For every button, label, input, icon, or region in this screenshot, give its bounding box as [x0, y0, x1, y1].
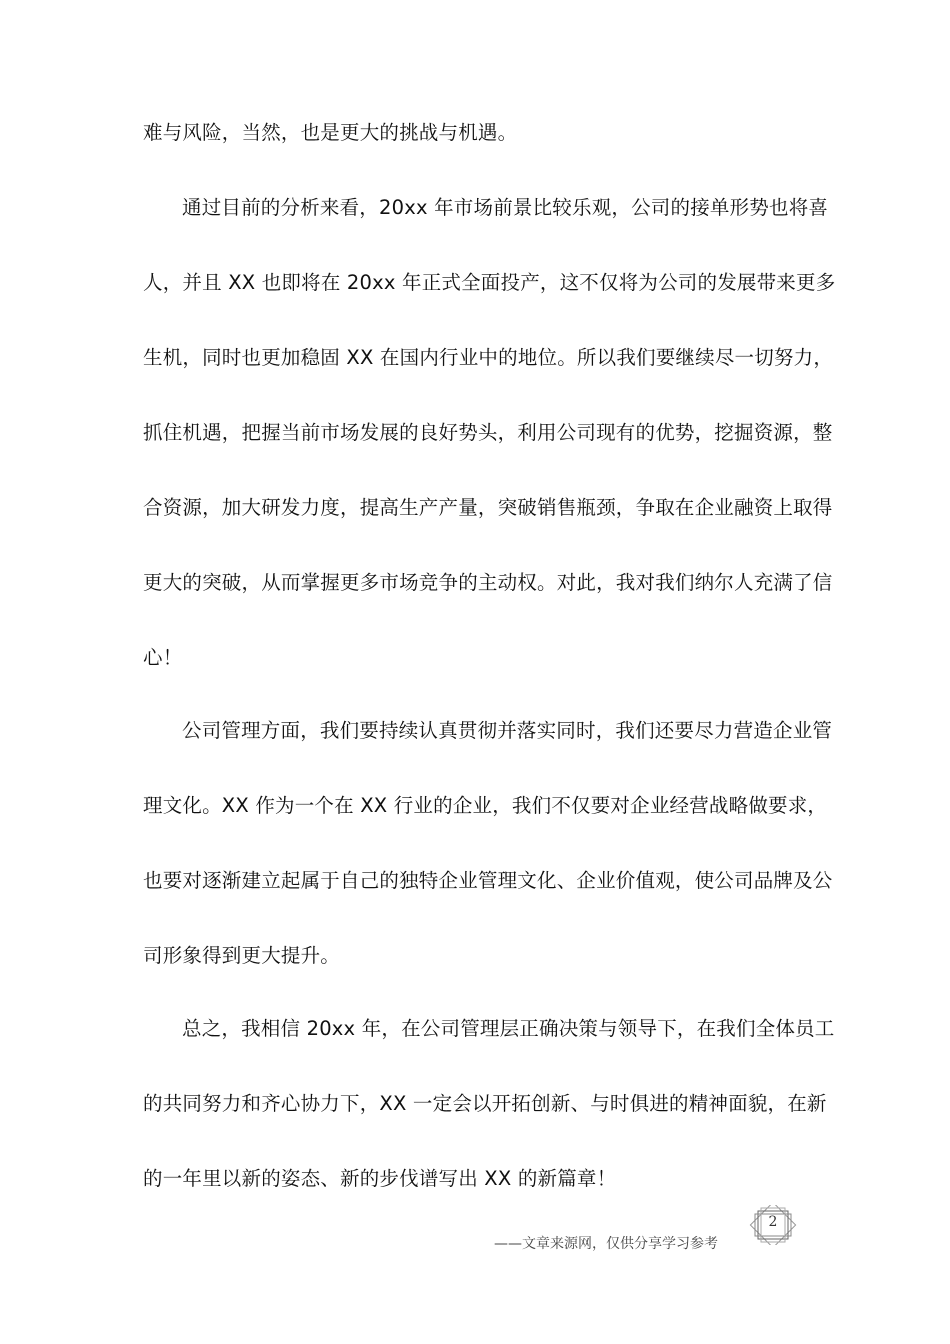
paragraph-line: 人，并且 XX 也即将在 20xx 年正式全面投产，这不仅将为公司的发展带来更多 [143, 271, 836, 294]
paragraph-line: 总之，我相信 20xx 年，在公司管理层正确决策与领导下，在我们全体员工 [182, 1017, 835, 1040]
source-note: ——文章来源网，仅供分享学习参考 [494, 1236, 718, 1252]
paragraph-line: 也要对逐渐建立起属于自己的独特企业管理文化、企业价值观，使公司品牌及公 [143, 869, 833, 892]
paragraph-line: 更大的突破，从而掌握更多市场竞争的主动权。对此，我对我们纳尔人充满了信 [143, 571, 833, 594]
page-number: 2 [768, 1214, 778, 1230]
paragraph-line: 理文化。XX 作为一个在 XX 行业的企业，我们不仅要对企业经营战略做要求， [143, 794, 828, 817]
paragraph-line: 抓住机遇，把握当前市场发展的良好势头，利用公司现有的优势，挖掘资源，整 [143, 421, 833, 444]
paragraph-line: 生机，同时也更加稳固 XX 在国内行业中的地位。所以我们要继续尽一切努力， [143, 346, 834, 369]
paragraph-line: 公司管理方面，我们要持续认真贯彻并落实同时，我们还要尽力营造企业管 [182, 719, 833, 742]
page-number-badge [749, 1205, 797, 1245]
paragraph-line: 心！ [143, 646, 183, 669]
paragraph-line: 通过目前的分析来看，20xx 年市场前景比较乐观，公司的接单形势也将喜 [182, 196, 829, 219]
paragraph-line: 难与风险，当然，也是更大的挑战与机遇。 [143, 121, 518, 144]
paragraph-line: 的共同努力和齐心协力下，XX 一定会以开拓创新、与时俱进的精神面貌，在新 [143, 1092, 827, 1115]
paragraph-line: 合资源，加大研发力度，提高生产产量，突破销售瓶颈，争取在企业融资上取得 [143, 496, 833, 519]
paragraph-line: 司形象得到更大提升。 [143, 944, 341, 967]
paragraph-line: 的一年里以新的姿态、新的步伐谱写出 XX 的新篇章！ [143, 1167, 617, 1190]
